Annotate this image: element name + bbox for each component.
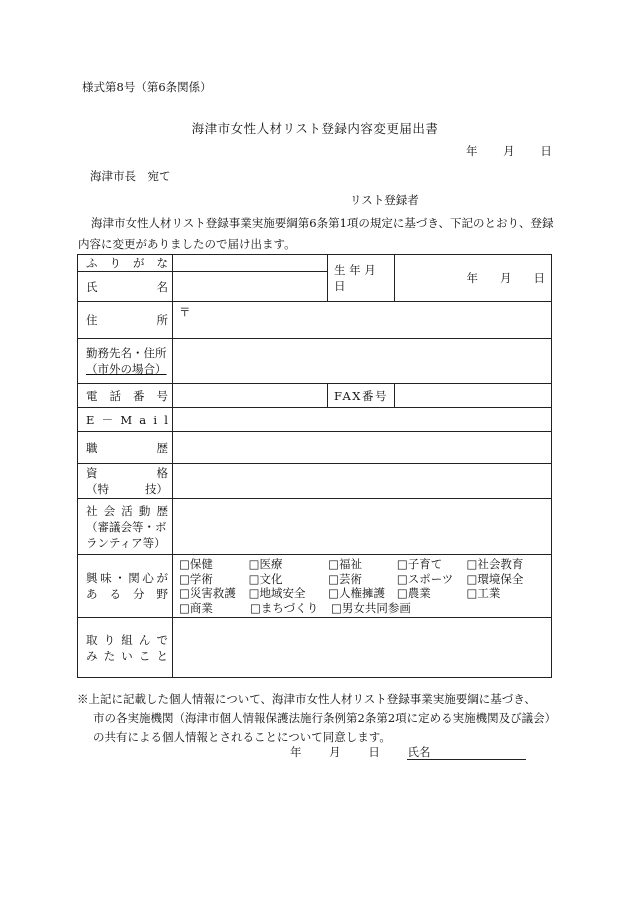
intro-paragraph: 海津市女性人材リスト登録事業実施要綱第6条第1項の規定に基づき、下記のとおり、登録内容に変更がありましたので届け出ます。 (78, 216, 554, 251)
date-year-label: 年 (466, 144, 478, 158)
fax-field[interactable] (395, 384, 552, 408)
checkbox-social-education[interactable]: □社会教育 (466, 557, 524, 571)
birth-year-label: 年 (466, 271, 478, 285)
email-label: E － M a i l (78, 408, 173, 432)
checkbox-town-development[interactable]: □まちづくり (250, 600, 319, 615)
furigana-row (78, 255, 552, 272)
sign-year-label: 年 (290, 745, 302, 759)
signature-line (290, 744, 526, 760)
social-activity-row (78, 499, 552, 555)
checkbox-childcare[interactable]: □子育て (396, 557, 443, 571)
furigana-label (78, 255, 173, 272)
registrant-label: リスト登録者 (350, 193, 419, 207)
phone-field[interactable] (173, 384, 328, 408)
sign-day-label: 日 (368, 745, 380, 759)
social-activity-label: 社 会 活 動 歴 （審議会等・ボ ランティア等） (78, 499, 173, 555)
birthdate-label: 生 年 月 日 (328, 255, 395, 302)
wish-field[interactable] (173, 618, 552, 678)
phone-label: 電 話 番 号 (78, 384, 173, 408)
wish-row (78, 618, 552, 678)
signature-name-field[interactable]: 氏名 (407, 745, 526, 760)
postal-mark: 〒 (179, 305, 191, 319)
consent-line-1: ※上記に記載した個人情報について、海津市女性人材リスト登録事業実施要綱に基づき、 (77, 692, 536, 706)
name-field[interactable] (173, 272, 328, 302)
birthdate-field[interactable] (395, 255, 552, 302)
checkbox-community-safety[interactable]: □地域安全 (248, 586, 306, 600)
name-label: 氏 名 (78, 272, 173, 302)
checkbox-agriculture[interactable]: □農業 (396, 586, 431, 600)
checkbox-industry[interactable]: □工業 (466, 586, 501, 600)
email-field[interactable] (173, 408, 552, 432)
date-day-label: 日 (540, 144, 552, 158)
checkbox-arts[interactable]: □芸術 (328, 571, 363, 586)
form-number: 様式第8号（第6条関係） (82, 80, 212, 94)
address-label: 住 所 (78, 302, 173, 339)
wish-label: 取 り 組 ん で み た い こ と (78, 618, 173, 678)
furigana-label-text: ふ り が な (86, 256, 168, 270)
checkbox-medical[interactable]: □医療 (248, 557, 283, 571)
sign-month-label: 月 (329, 745, 341, 759)
fax-label: FAX番号 (328, 384, 395, 408)
checkbox-disaster-relief[interactable]: □災害救護 (179, 586, 236, 600)
addressee: 海津市長 宛て (90, 169, 171, 183)
qualification-field[interactable] (173, 464, 552, 499)
phone-row (78, 384, 552, 408)
document-title: 海津市女性人材リスト登録内容変更届出書 (191, 121, 439, 136)
workplace-label: 勤務先名・住所 （市外の場合） (78, 339, 173, 384)
address-row (78, 302, 552, 339)
checkbox-gender-equality[interactable]: □男女共同参画 (331, 600, 411, 615)
interest-checkboxes (173, 555, 552, 618)
checkbox-culture[interactable]: □文化 (248, 571, 283, 586)
interest-label: 興 味 ・ 関 心 が あ る 分 野 (78, 555, 173, 618)
qualification-row (78, 464, 552, 499)
checkbox-environment[interactable]: □環境保全 (466, 571, 524, 586)
career-label: 職 歴 (78, 432, 173, 464)
social-activity-field[interactable] (173, 499, 552, 555)
registration-form-table (77, 254, 552, 678)
checkbox-health[interactable]: □保健 (179, 557, 213, 571)
consent-line-2: 市の各実施機関（海津市個人情報保護法施行条例第2条第2項に定める実施機関及び議会） (93, 711, 557, 725)
qualification-label: 資 格 （特 技） (78, 464, 173, 499)
checkbox-welfare[interactable]: □福祉 (328, 557, 363, 571)
consent-note (77, 690, 557, 747)
email-row (78, 408, 552, 432)
checkbox-sports[interactable]: □スポーツ (396, 571, 454, 586)
birth-month-label: 月 (500, 271, 512, 285)
workplace-row (78, 339, 552, 384)
furigana-field[interactable] (173, 255, 328, 272)
birth-day-label: 日 (533, 271, 545, 285)
workplace-field[interactable] (173, 339, 552, 384)
date-month-label: 月 (503, 144, 515, 158)
checkbox-human-rights[interactable]: □人権擁護 (328, 586, 386, 600)
career-field[interactable] (173, 432, 552, 464)
header-date (466, 143, 552, 159)
interest-row (78, 555, 552, 618)
checkbox-commerce[interactable]: □商業 (179, 600, 213, 615)
career-row (78, 432, 552, 464)
address-field[interactable] (173, 302, 552, 339)
checkbox-academic[interactable]: □学術 (179, 571, 213, 586)
consent-line-3: の共有による個人情報とされることについて同意します。 (93, 730, 391, 744)
